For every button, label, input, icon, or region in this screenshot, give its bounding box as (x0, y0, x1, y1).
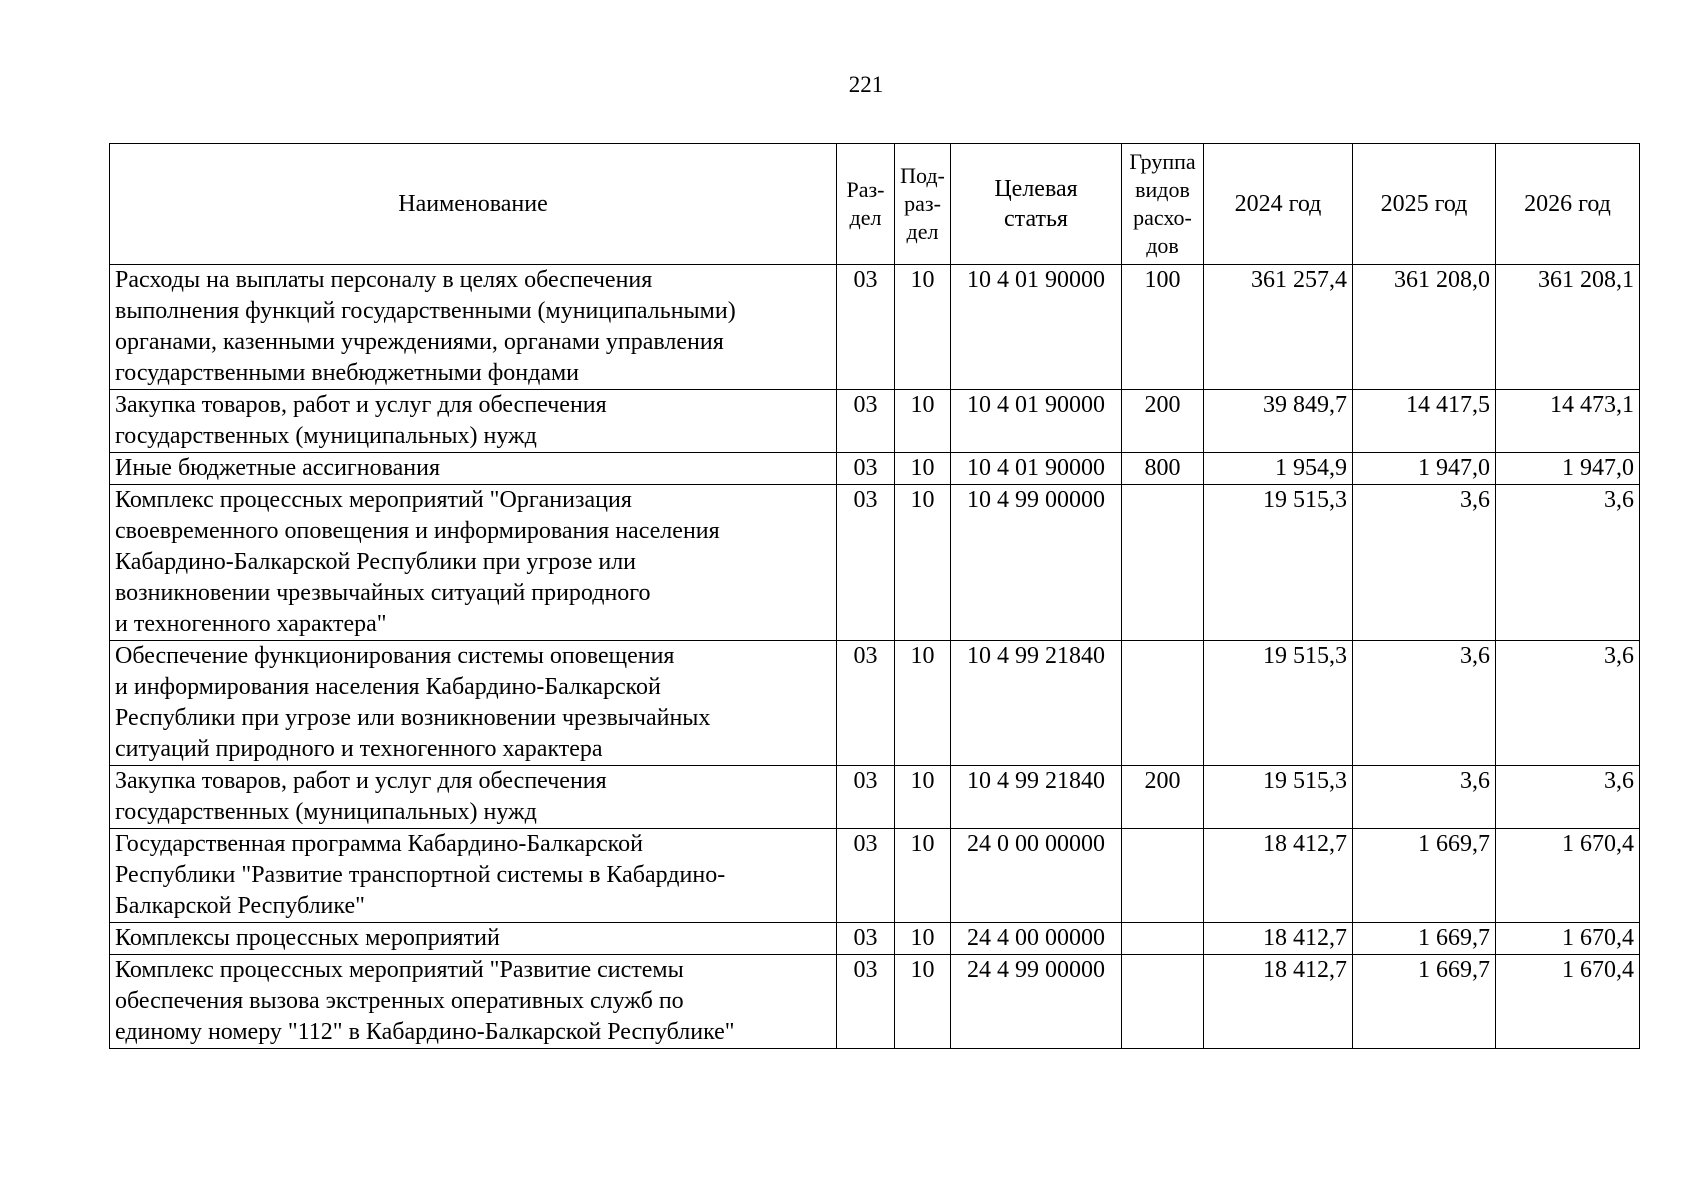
cell-name-line: Комплекс процессных мероприятий "Развитие системы (115, 957, 684, 983)
cell-name-line: Расходы на выплаты персоналу в целях обеспечения (115, 267, 653, 293)
cell-2026: 3,6 (1496, 766, 1640, 829)
cell-name-line: своевременного оповещения и информирования населения (115, 518, 720, 544)
cell-group (1122, 829, 1204, 923)
cell-target: 10 4 01 90000 (951, 453, 1122, 485)
header-2025: 2025 год (1353, 144, 1496, 265)
cell-section: 03 (837, 955, 895, 1049)
cell-subsection: 10 (895, 829, 951, 923)
cell-name-line: Комплекс процессных мероприятий "Организация (115, 487, 632, 513)
cell-section: 03 (837, 265, 895, 390)
cell-name (110, 390, 837, 453)
cell-name-line: ситуаций природного и техногенного характера (115, 736, 603, 762)
cell-2026: 361 208,1 (1496, 265, 1640, 390)
cell-section: 03 (837, 923, 895, 955)
cell-name (110, 485, 837, 641)
cell-2025: 1 669,7 (1353, 829, 1496, 923)
cell-2026: 1 670,4 (1496, 829, 1640, 923)
cell-group (1122, 955, 1204, 1049)
cell-group (1122, 485, 1204, 641)
cell-2026: 1 670,4 (1496, 955, 1640, 1049)
cell-2025: 361 208,0 (1353, 265, 1496, 390)
cell-name-line: Иные бюджетные ассигнования (115, 455, 440, 481)
table-row (110, 390, 1640, 453)
cell-name-line: обеспечения вызова экстренных оперативных служб по (115, 988, 684, 1014)
cell-2024: 19 515,3 (1204, 641, 1353, 766)
cell-group (1122, 641, 1204, 766)
cell-2026: 14 473,1 (1496, 390, 1640, 453)
cell-name-line: Балкарской Республике" (115, 893, 365, 919)
cell-section: 03 (837, 641, 895, 766)
cell-name (110, 641, 837, 766)
cell-2025: 3,6 (1353, 641, 1496, 766)
cell-target: 10 4 01 90000 (951, 390, 1122, 453)
cell-name-line: Республики при угрозе или возникновении чрезвычайных (115, 705, 711, 731)
cell-name-line: государственных (муниципальных) нужд (115, 423, 537, 449)
cell-2026: 3,6 (1496, 485, 1640, 641)
header-target: Целевая статья (951, 144, 1122, 265)
cell-group: 200 (1122, 390, 1204, 453)
cell-2024: 1 954,9 (1204, 453, 1353, 485)
cell-subsection: 10 (895, 641, 951, 766)
table-row (110, 955, 1640, 1049)
cell-2025: 1 669,7 (1353, 955, 1496, 1049)
cell-name-line: выполнения функций государственными (муниципальными) (115, 298, 736, 324)
cell-name (110, 766, 837, 829)
cell-section: 03 (837, 485, 895, 641)
cell-2026: 1 947,0 (1496, 453, 1640, 485)
cell-subsection: 10 (895, 390, 951, 453)
table-header-row (110, 144, 1640, 265)
cell-name (110, 265, 837, 390)
cell-2024: 361 257,4 (1204, 265, 1353, 390)
cell-subsection: 10 (895, 265, 951, 390)
cell-group: 100 (1122, 265, 1204, 390)
cell-name (110, 453, 837, 485)
cell-2025: 3,6 (1353, 766, 1496, 829)
cell-name (110, 829, 837, 923)
header-group: Группа видов расхо- дов (1122, 144, 1204, 265)
cell-name (110, 923, 837, 955)
cell-name-line: единому номеру "112" в Кабардино-Балкарской Республике" (115, 1019, 735, 1045)
cell-group (1122, 923, 1204, 955)
cell-name-line: и техногенного характера" (115, 611, 387, 637)
table-row (110, 265, 1640, 390)
cell-name (110, 955, 837, 1049)
page-number: 221 (848, 72, 884, 97)
table-row (110, 641, 1640, 766)
cell-subsection: 10 (895, 485, 951, 641)
budget-table (109, 143, 1640, 1049)
cell-name-line: Комплексы процессных мероприятий (115, 925, 500, 951)
cell-2026: 3,6 (1496, 641, 1640, 766)
cell-2026: 1 670,4 (1496, 923, 1640, 955)
cell-name-line: органами, казенными учреждениями, органами управления (115, 329, 724, 355)
cell-name-line: Закупка товаров, работ и услуг для обеспечения (115, 768, 607, 794)
cell-2025: 1 947,0 (1353, 453, 1496, 485)
cell-2025: 14 417,5 (1353, 390, 1496, 453)
cell-section: 03 (837, 390, 895, 453)
cell-2024: 18 412,7 (1204, 829, 1353, 923)
header-2026: 2026 год (1496, 144, 1640, 265)
cell-name-line: Закупка товаров, работ и услуг для обеспечения (115, 392, 607, 418)
table-row (110, 485, 1640, 641)
table-row (110, 766, 1640, 829)
cell-subsection: 10 (895, 453, 951, 485)
header-2024: 2024 год (1204, 144, 1353, 265)
cell-name-line: Кабардино-Балкарской Республики при угрозе или (115, 549, 637, 575)
cell-name-line: Государственная программа Кабардино-Балкарской (115, 831, 643, 857)
table-row (110, 829, 1640, 923)
cell-target: 24 0 00 00000 (951, 829, 1122, 923)
table-body (110, 265, 1640, 1049)
cell-group: 800 (1122, 453, 1204, 485)
cell-target: 10 4 01 90000 (951, 265, 1122, 390)
cell-group: 200 (1122, 766, 1204, 829)
table-row (110, 453, 1640, 485)
header-name: Наименование (110, 144, 837, 265)
cell-2024: 18 412,7 (1204, 955, 1353, 1049)
cell-2024: 19 515,3 (1204, 485, 1353, 641)
header-section: Раз- дел (837, 144, 895, 265)
cell-subsection: 10 (895, 955, 951, 1049)
cell-subsection: 10 (895, 923, 951, 955)
table-row (110, 923, 1640, 955)
cell-2024: 39 849,7 (1204, 390, 1353, 453)
cell-target: 10 4 99 00000 (951, 485, 1122, 641)
cell-2024: 18 412,7 (1204, 923, 1353, 955)
cell-2024: 19 515,3 (1204, 766, 1353, 829)
cell-name-line: Обеспечение функционирования системы оповещения (115, 643, 675, 669)
cell-subsection: 10 (895, 766, 951, 829)
cell-target: 10 4 99 21840 (951, 641, 1122, 766)
cell-section: 03 (837, 766, 895, 829)
cell-section: 03 (837, 453, 895, 485)
cell-name-line: государственных (муниципальных) нужд (115, 799, 537, 825)
cell-target: 10 4 99 21840 (951, 766, 1122, 829)
cell-target: 24 4 99 00000 (951, 955, 1122, 1049)
cell-section: 03 (837, 829, 895, 923)
cell-2025: 1 669,7 (1353, 923, 1496, 955)
cell-name-line: и информирования населения Кабардино-Балкарской (115, 674, 661, 700)
cell-target: 24 4 00 00000 (951, 923, 1122, 955)
cell-name-line: государственными внебюджетными фондами (115, 360, 580, 386)
cell-2025: 3,6 (1353, 485, 1496, 641)
header-subsection: Под- раз- дел (895, 144, 951, 265)
cell-name-line: возникновении чрезвычайных ситуаций природного (115, 580, 651, 606)
cell-name-line: Республики "Развитие транспортной системы в Кабардино- (115, 862, 726, 888)
